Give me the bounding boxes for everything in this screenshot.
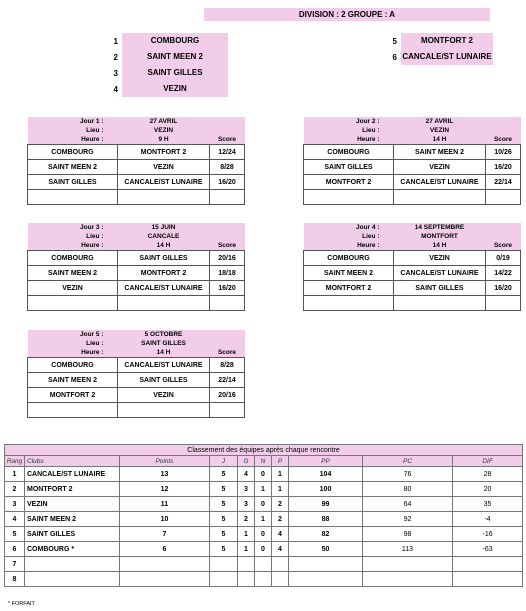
match-score: 16/20	[486, 281, 521, 296]
lieu-label: Lieu :	[362, 233, 380, 240]
club-cell: VEZIN	[25, 497, 120, 512]
p-cell: 2	[272, 497, 289, 512]
j-cell: 5	[210, 542, 238, 557]
dif-cell: -63	[453, 542, 523, 557]
away-team: SAINT GILLES	[118, 251, 210, 266]
away-team: CANCALE/ST LUNAIRE	[118, 175, 210, 190]
g-cell	[238, 572, 255, 587]
lieu-label: Lieu :	[86, 340, 104, 347]
home-team: COMBOURG	[28, 145, 118, 160]
team-name: CANCALE/ST LUNAIRE	[401, 49, 493, 65]
lieu-label: Lieu :	[362, 127, 380, 134]
division-title: DIVISION : 2 GROUPE : A	[204, 8, 490, 21]
day-venue: SAINT GILLES	[141, 340, 186, 347]
team-number: 6	[392, 53, 397, 62]
team-name: SAINT MEEN 2	[122, 49, 228, 65]
p-cell: 4	[272, 542, 289, 557]
heure-label: Heure :	[81, 242, 104, 249]
day-2-table	[303, 117, 521, 205]
heure-label: Heure :	[357, 242, 380, 249]
pc-cell	[363, 557, 453, 572]
match-score: 22/14	[486, 175, 521, 190]
header-pc: PC	[363, 456, 453, 467]
n-cell: 1	[255, 482, 272, 497]
header-g: G	[238, 456, 255, 467]
match-score: 18/18	[210, 266, 245, 281]
pp-cell: 88	[289, 512, 363, 527]
jour-label: Jour 1 :	[80, 118, 104, 125]
table-row	[5, 482, 523, 497]
p-cell	[272, 572, 289, 587]
day-venue: CANCALE	[147, 233, 180, 240]
rang-cell: 8	[5, 572, 25, 587]
rang-cell: 4	[5, 512, 25, 527]
header-dif: DIF	[453, 456, 523, 467]
jour-label: Jour 5 :	[80, 331, 104, 338]
rang-cell: 5	[5, 527, 25, 542]
ranking-caption: Classement des équipes après chaque rencontre	[5, 445, 523, 456]
day-date: 27 AVRIL	[149, 118, 178, 125]
j-cell: 5	[210, 497, 238, 512]
rang-cell: 2	[5, 482, 25, 497]
team-name: VEZIN	[122, 81, 228, 97]
match-score: 8/28	[210, 358, 245, 373]
team-number: 5	[392, 37, 397, 46]
home-team: SAINT MEEN 2	[28, 373, 118, 388]
day-venue: VEZIN	[429, 127, 450, 134]
home-team: MONTFORT 2	[304, 281, 394, 296]
points-cell: 7	[120, 527, 210, 542]
away-team: CANCALE/ST LUNAIRE	[394, 175, 486, 190]
match-score: 16/20	[210, 281, 245, 296]
points-cell: 6	[120, 542, 210, 557]
pc-cell: 113	[363, 542, 453, 557]
j-cell: 5	[210, 527, 238, 542]
club-cell: CANCALE/ST LUNAIRE	[25, 467, 120, 482]
away-team: VEZIN	[118, 160, 210, 175]
day-time: 14 H	[432, 242, 447, 249]
day-4-table	[303, 223, 521, 311]
match-score: 16/20	[486, 160, 521, 175]
table-row	[5, 557, 523, 572]
ranking-table	[4, 444, 523, 587]
table-row	[5, 527, 523, 542]
p-cell: 2	[272, 512, 289, 527]
score-label: Score	[217, 136, 237, 143]
j-cell: 5	[210, 467, 238, 482]
rang-cell: 1	[5, 467, 25, 482]
away-team: VEZIN	[394, 160, 486, 175]
away-team: SAINT GILLES	[118, 373, 210, 388]
away-team: CANCALE/ST LUNAIRE	[118, 281, 210, 296]
header-n: N	[255, 456, 272, 467]
points-cell	[120, 572, 210, 587]
dif-cell: 20	[453, 482, 523, 497]
team-number: 1	[113, 37, 118, 46]
team-name: SAINT GILLES	[122, 65, 228, 81]
day-venue: VEZIN	[153, 127, 174, 134]
score-label: Score	[493, 242, 513, 249]
n-cell: 0	[255, 542, 272, 557]
n-cell: 0	[255, 527, 272, 542]
n-cell: 0	[255, 497, 272, 512]
g-cell: 1	[238, 542, 255, 557]
home-team: COMBOURG	[304, 251, 394, 266]
n-cell: 0	[255, 467, 272, 482]
match-score: 22/14	[210, 373, 245, 388]
jour-label: Jour 4 :	[356, 224, 380, 231]
club-cell	[25, 572, 120, 587]
header-j: J	[210, 456, 238, 467]
home-team: COMBOURG	[28, 251, 118, 266]
home-team: MONTFORT 2	[304, 175, 394, 190]
club-cell	[25, 557, 120, 572]
pp-cell: 50	[289, 542, 363, 557]
away-team: CANCALE/ST LUNAIRE	[394, 266, 486, 281]
heure-label: Heure :	[81, 349, 104, 356]
team-name: MONTFORT 2	[401, 33, 493, 49]
dif-cell: 28	[453, 467, 523, 482]
p-cell: 1	[272, 467, 289, 482]
header-points: Points	[120, 456, 210, 467]
score-label: Score	[493, 136, 513, 143]
pc-cell: 64	[363, 497, 453, 512]
day-date: 27 AVRIL	[425, 118, 454, 125]
g-cell: 1	[238, 527, 255, 542]
away-team: MONTFORT 2	[118, 266, 210, 281]
home-team: SAINT GILLES	[28, 175, 118, 190]
table-row	[5, 572, 523, 587]
day-date: 15 JUIN	[151, 224, 176, 231]
team-name: COMBOURG	[122, 33, 228, 49]
pp-cell: 82	[289, 527, 363, 542]
rang-cell: 3	[5, 497, 25, 512]
pp-cell	[289, 572, 363, 587]
team-number: 2	[113, 53, 118, 62]
day-5-table	[27, 330, 245, 418]
day-time: 14 H	[156, 349, 171, 356]
n-cell	[255, 572, 272, 587]
away-team: SAINT GILLES	[394, 281, 486, 296]
away-team: VEZIN	[394, 251, 486, 266]
match-score: 16/20	[210, 175, 245, 190]
forfait-footnote: * FORFAIT	[8, 601, 35, 607]
header-pp: PP	[289, 456, 363, 467]
dif-cell: 35	[453, 497, 523, 512]
jour-label: Jour 3 :	[80, 224, 104, 231]
rang-cell: 6	[5, 542, 25, 557]
dif-cell: -4	[453, 512, 523, 527]
points-cell: 12	[120, 482, 210, 497]
g-cell	[238, 557, 255, 572]
pp-cell	[289, 557, 363, 572]
match-score: 0/19	[486, 251, 521, 266]
club-cell: COMBOURG *	[25, 542, 120, 557]
lieu-label: Lieu :	[86, 233, 104, 240]
g-cell: 3	[238, 497, 255, 512]
j-cell: 5	[210, 482, 238, 497]
club-cell: SAINT MEEN 2	[25, 512, 120, 527]
match-score: 14/22	[486, 266, 521, 281]
table-row	[5, 467, 523, 482]
heure-label: Heure :	[357, 136, 380, 143]
p-cell: 1	[272, 482, 289, 497]
club-cell: SAINT GILLES	[25, 527, 120, 542]
pp-cell: 99	[289, 497, 363, 512]
day-time: 14 H	[432, 136, 447, 143]
jour-label: Jour 2 :	[356, 118, 380, 125]
match-score: 12/24	[210, 145, 245, 160]
dif-cell: -16	[453, 527, 523, 542]
home-team: SAINT MEEN 2	[28, 160, 118, 175]
score-label: Score	[217, 349, 237, 356]
day-venue: MONTFORT	[421, 233, 458, 240]
match-score: 20/16	[210, 388, 245, 403]
table-row	[5, 512, 523, 527]
match-score: 20/16	[210, 251, 245, 266]
day-3-table	[27, 223, 245, 311]
home-team: MONTFORT 2	[28, 388, 118, 403]
match-score: 8/28	[210, 160, 245, 175]
away-team: MONTFORT 2	[118, 145, 210, 160]
home-team: SAINT GILLES	[304, 160, 394, 175]
day-date: 14 SEPTEMBRE	[414, 224, 465, 231]
n-cell: 1	[255, 512, 272, 527]
match-score: 10/26	[486, 145, 521, 160]
header-rang: Rang	[5, 456, 25, 467]
points-cell: 11	[120, 497, 210, 512]
n-cell	[255, 557, 272, 572]
table-row	[5, 497, 523, 512]
home-team: COMBOURG	[28, 358, 118, 373]
j-cell	[210, 557, 238, 572]
home-team: COMBOURG	[304, 145, 394, 160]
rang-cell: 7	[5, 557, 25, 572]
pp-cell: 104	[289, 467, 363, 482]
home-team: SAINT MEEN 2	[28, 266, 118, 281]
points-cell	[120, 557, 210, 572]
lieu-label: Lieu :	[86, 127, 104, 134]
pc-cell: 92	[363, 512, 453, 527]
p-cell	[272, 557, 289, 572]
team-number: 3	[113, 69, 118, 78]
j-cell: 5	[210, 512, 238, 527]
heure-label: Heure :	[81, 136, 104, 143]
score-label: Score	[217, 242, 237, 249]
pc-cell: 80	[363, 482, 453, 497]
table-row	[5, 542, 523, 557]
day-1-table	[27, 117, 245, 205]
j-cell	[210, 572, 238, 587]
dif-cell	[453, 572, 523, 587]
points-cell: 13	[120, 467, 210, 482]
pp-cell: 100	[289, 482, 363, 497]
away-team: SAINT MEEN 2	[394, 145, 486, 160]
club-cell: MONTFORT 2	[25, 482, 120, 497]
pc-cell	[363, 572, 453, 587]
pc-cell: 76	[363, 467, 453, 482]
home-team: VEZIN	[28, 281, 118, 296]
day-time: 14 H	[156, 242, 171, 249]
header-clubs: Clubs	[25, 456, 120, 467]
header-p: P	[272, 456, 289, 467]
day-date: 5 OCTOBRE	[144, 331, 183, 338]
day-time: 9 H	[158, 136, 169, 143]
g-cell: 3	[238, 482, 255, 497]
p-cell: 4	[272, 527, 289, 542]
team-number: 4	[113, 85, 118, 94]
away-team: CANCALE/ST LUNAIRE	[118, 358, 210, 373]
g-cell: 2	[238, 512, 255, 527]
away-team: VEZIN	[118, 388, 210, 403]
pc-cell: 98	[363, 527, 453, 542]
dif-cell	[453, 557, 523, 572]
home-team: SAINT MEEN 2	[304, 266, 394, 281]
points-cell: 10	[120, 512, 210, 527]
g-cell: 4	[238, 467, 255, 482]
